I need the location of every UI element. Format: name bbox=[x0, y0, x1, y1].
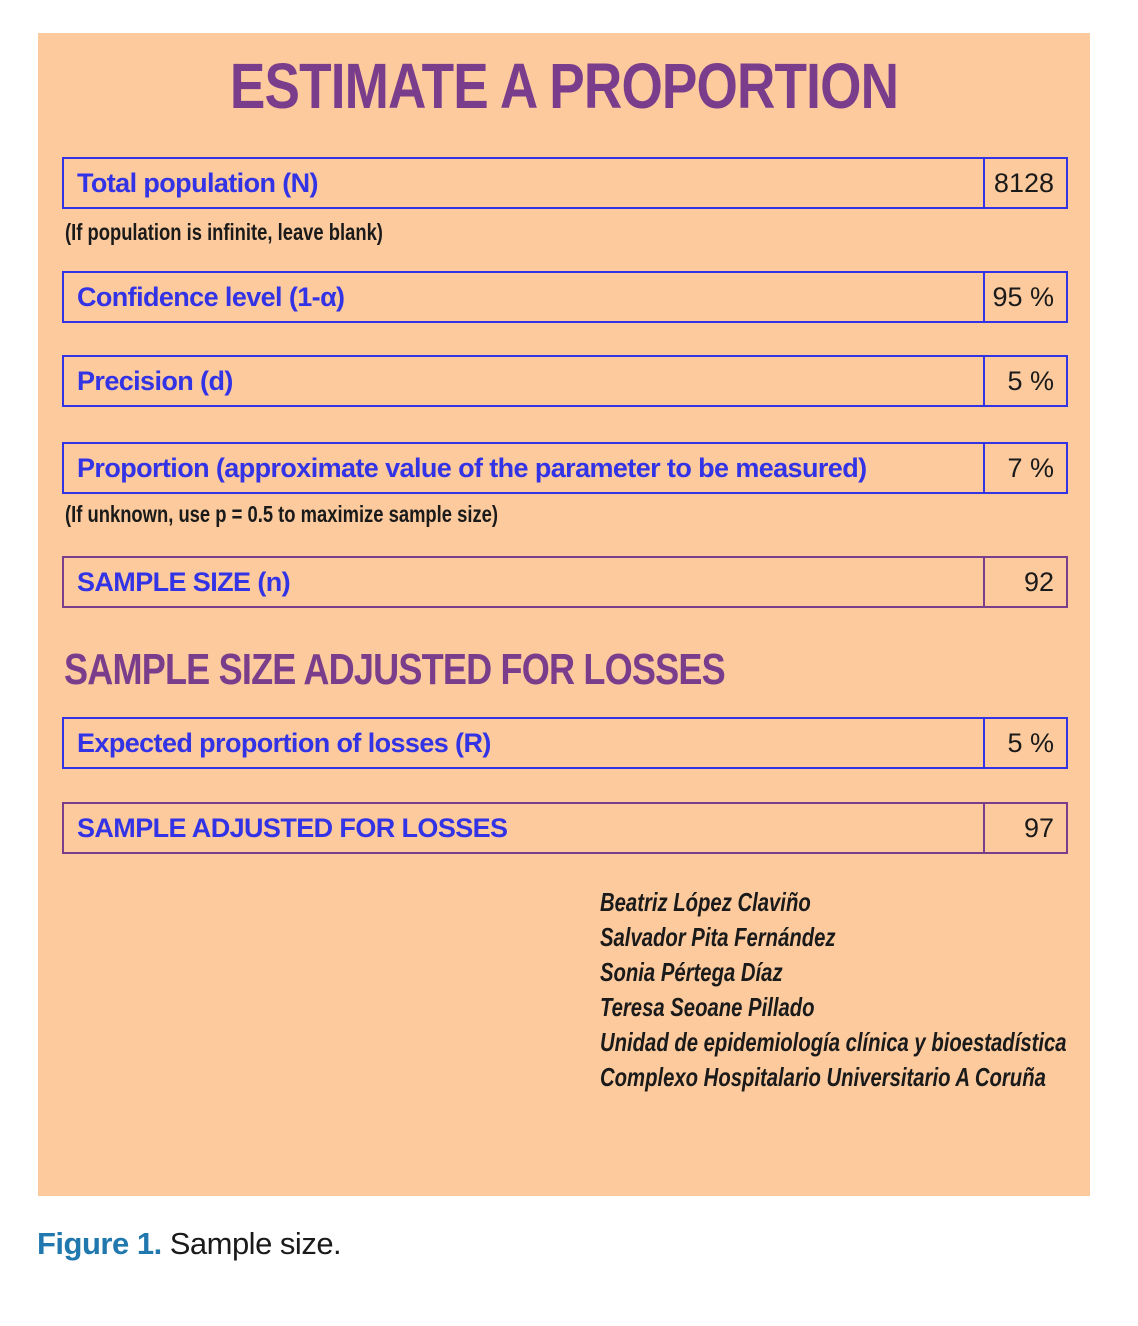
field-row-total-population bbox=[62, 157, 1068, 209]
result-label-sample-adjusted: SAMPLE ADJUSTED FOR LOSSES bbox=[77, 812, 508, 843]
credit-line: Sonia Pértega Díaz bbox=[600, 957, 783, 987]
credit-line: Unidad de epidemiología clínica y bioestadística bbox=[600, 1027, 1067, 1057]
figure-caption bbox=[37, 1226, 341, 1262]
field-value-expected-losses[interactable]: 5 % bbox=[983, 719, 1066, 767]
credits-block bbox=[600, 885, 1067, 1095]
figure-number: Figure 1. bbox=[37, 1226, 162, 1261]
section-heading-adjusted-losses: SAMPLE SIZE ADJUSTED FOR LOSSES bbox=[64, 645, 725, 694]
field-row-proportion bbox=[62, 442, 1068, 494]
field-hint-proportion: (If unknown, use p = 0.5 to maximize sample size) bbox=[65, 501, 499, 527]
credit-line: Salvador Pita Fernández bbox=[600, 922, 836, 952]
credit-line: Complexo Hospitalario Universitario A Coruña bbox=[600, 1062, 1046, 1092]
field-row-confidence-level bbox=[62, 271, 1068, 323]
field-value-confidence-level[interactable]: 95 % bbox=[983, 273, 1066, 321]
field-row-expected-losses bbox=[62, 717, 1068, 769]
calculator-title: ESTIMATE A PROPORTION bbox=[229, 50, 899, 122]
field-row-precision bbox=[62, 355, 1068, 407]
field-label-total-population: Total population (N) bbox=[77, 167, 318, 198]
figure-caption-text: Sample size. bbox=[169, 1226, 342, 1261]
field-hint-total-population: (If population is infinite, leave blank) bbox=[65, 219, 383, 245]
field-label-precision: Precision (d) bbox=[77, 365, 233, 396]
field-value-proportion[interactable]: 7 % bbox=[983, 444, 1066, 492]
field-label-confidence-level: Confidence level (1-α) bbox=[77, 281, 345, 312]
result-row-sample-size bbox=[62, 556, 1068, 608]
field-value-precision[interactable]: 5 % bbox=[983, 357, 1066, 405]
field-value-total-population[interactable]: 8128 bbox=[983, 159, 1066, 207]
result-label-sample-size: SAMPLE SIZE (n) bbox=[77, 566, 290, 597]
field-label-proportion: Proportion (approximate value of the parameter to be measured) bbox=[77, 452, 867, 483]
calculator-panel bbox=[38, 33, 1090, 1196]
credit-line: Teresa Seoane Pillado bbox=[600, 992, 815, 1022]
result-row-sample-adjusted bbox=[62, 802, 1068, 854]
credit-line: Beatriz López Claviño bbox=[600, 887, 811, 917]
field-label-expected-losses: Expected proportion of losses (R) bbox=[77, 727, 491, 758]
result-value-sample-adjusted: 97 bbox=[983, 804, 1066, 852]
result-value-sample-size: 92 bbox=[983, 558, 1066, 606]
